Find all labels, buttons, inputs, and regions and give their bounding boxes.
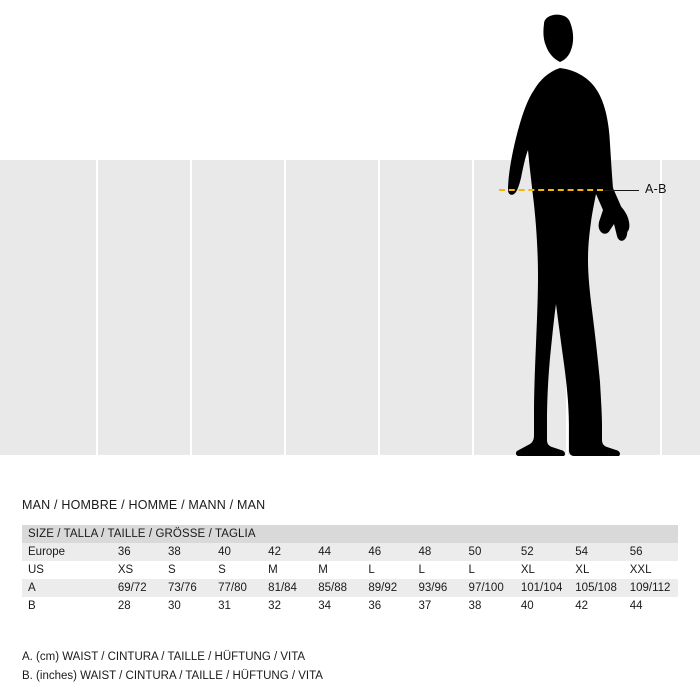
cell: 54 — [569, 543, 623, 561]
waist-measure-leader-line — [603, 190, 639, 191]
cell: 44 — [624, 597, 678, 615]
male-silhouette-icon — [470, 8, 670, 468]
cell: 109/112 — [624, 579, 678, 597]
cell: M — [262, 561, 312, 579]
cell: XXL — [624, 561, 678, 579]
cell: 30 — [162, 597, 212, 615]
row-label: US — [22, 561, 112, 579]
cell: 40 — [212, 543, 262, 561]
cell: 97/100 — [463, 579, 515, 597]
cell: 89/92 — [362, 579, 412, 597]
cell: 73/76 — [162, 579, 212, 597]
cell: XL — [515, 561, 569, 579]
cell: 44 — [312, 543, 362, 561]
cell: 42 — [262, 543, 312, 561]
cell: 46 — [362, 543, 412, 561]
cell: S — [162, 561, 212, 579]
footnote-b: B. (inches) WAIST / CINTURA / TAILLE / HÜFTUNG / VITA — [22, 670, 323, 682]
cell: 101/104 — [515, 579, 569, 597]
cell: 38 — [463, 597, 515, 615]
cell: XS — [112, 561, 162, 579]
size-table — [22, 525, 678, 615]
row-label: B — [22, 597, 112, 615]
footnotes — [22, 648, 323, 686]
cell: 93/96 — [412, 579, 462, 597]
cell: 77/80 — [212, 579, 262, 597]
cell: XL — [569, 561, 623, 579]
table-header-label: SIZE / TALLA / TAILLE / GRÖSSE / TAGLIA — [22, 525, 678, 543]
table-row — [22, 561, 678, 579]
cell: 31 — [212, 597, 262, 615]
cell: M — [312, 561, 362, 579]
cell: 34 — [312, 597, 362, 615]
cell: 52 — [515, 543, 569, 561]
cell: 81/84 — [262, 579, 312, 597]
cell: L — [463, 561, 515, 579]
table-header-row — [22, 525, 678, 543]
cell: 85/88 — [312, 579, 362, 597]
table-row — [22, 579, 678, 597]
footnote-a: A. (cm) WAIST / CINTURA / TAILLE / HÜFTUNG / VITA — [22, 651, 306, 663]
cell: 69/72 — [112, 579, 162, 597]
cell: 48 — [412, 543, 462, 561]
cell: 28 — [112, 597, 162, 615]
cell: L — [412, 561, 462, 579]
table-row — [22, 597, 678, 615]
cell: 105/108 — [569, 579, 623, 597]
table-row — [22, 543, 678, 561]
waist-measure-label: A-B — [645, 182, 667, 196]
cell: 38 — [162, 543, 212, 561]
waist-measure-dashed-line — [499, 189, 603, 191]
cell: L — [362, 561, 412, 579]
cell: 36 — [362, 597, 412, 615]
gender-title: MAN / HOMBRE / HOMME / MANN / MAN — [22, 498, 266, 512]
cell: 42 — [569, 597, 623, 615]
cell: 56 — [624, 543, 678, 561]
cell: 40 — [515, 597, 569, 615]
cell: S — [212, 561, 262, 579]
cell: 36 — [112, 543, 162, 561]
cell: 32 — [262, 597, 312, 615]
row-label: A — [22, 579, 112, 597]
cell: 37 — [412, 597, 462, 615]
cell: 50 — [463, 543, 515, 561]
row-label: Europe — [22, 543, 112, 561]
